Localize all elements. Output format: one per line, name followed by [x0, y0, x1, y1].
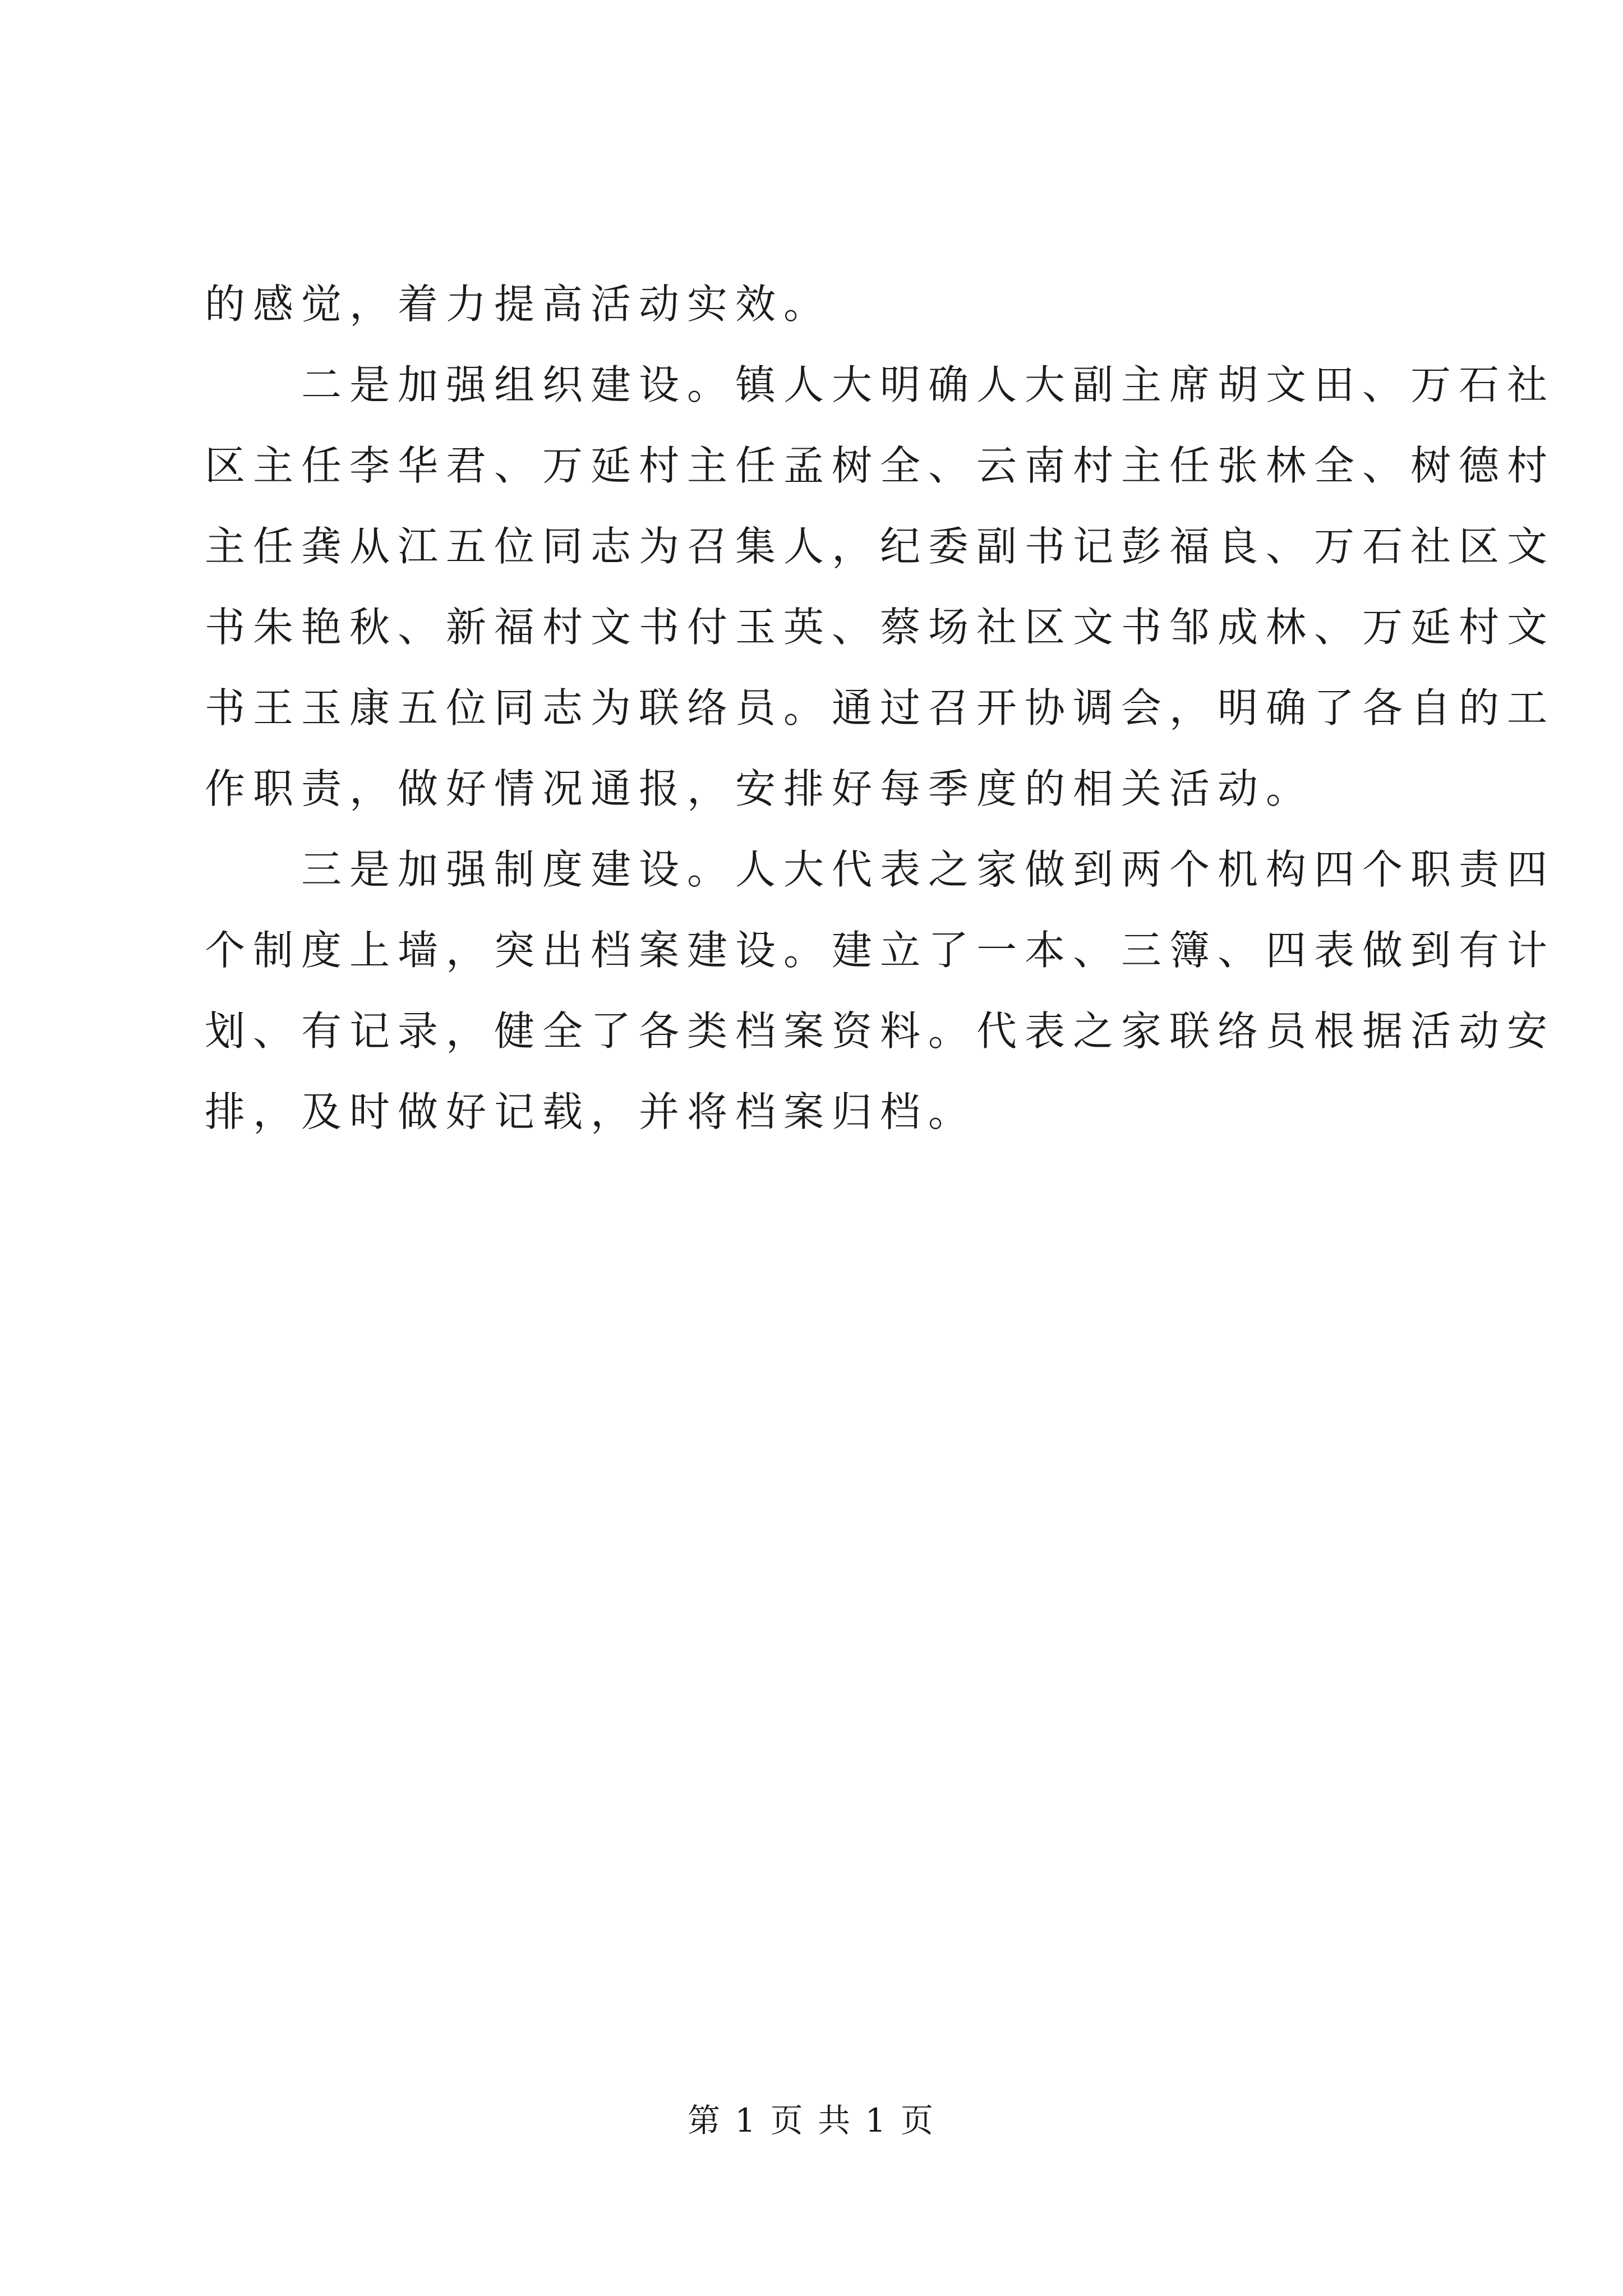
paragraph-line: 的感觉，着力提高活动实效。: [205, 280, 832, 328]
paragraph-3-line: 个制度上墙，突出档案建设。建立了一本、三簿、四表做到有计: [205, 927, 1556, 974]
paragraph-2-line: 书朱艳秋、新福村文书付玉英、蔡场社区文书邹成林、万延村文: [205, 604, 1556, 651]
paragraph-2-line: 二是加强组织建设。镇人大明确人大副主席胡文田、万石社: [301, 361, 1556, 408]
page-number-footer: 第 1 页 共 1 页: [688, 2101, 935, 2139]
paragraph-2-line: 区主任李华君、万延村主任孟树全、云南村主任张林全、树德村: [205, 442, 1556, 489]
paragraph-3-line: 排，及时做好记载，并将档案归档。: [205, 1088, 977, 1135]
paragraph-3-line: 三是加强制度建设。人大代表之家做到两个机构四个职责四: [301, 846, 1556, 893]
paragraph-2-line: 主任龚从江五位同志为召集人，纪委副书记彭福良、万石社区文: [205, 523, 1556, 570]
paragraph-3-line: 划、有记录，健全了各类档案资料。代表之家联络员根据活动安: [205, 1007, 1556, 1055]
paragraph-2-line: 书王玉康五位同志为联络员。通过召开协调会，明确了各自的工: [205, 684, 1556, 731]
document-body: [205, 264, 1556, 1152]
paragraph-2-line: 作职责，做好情况通报，安排好每季度的相关活动。: [205, 765, 1315, 812]
